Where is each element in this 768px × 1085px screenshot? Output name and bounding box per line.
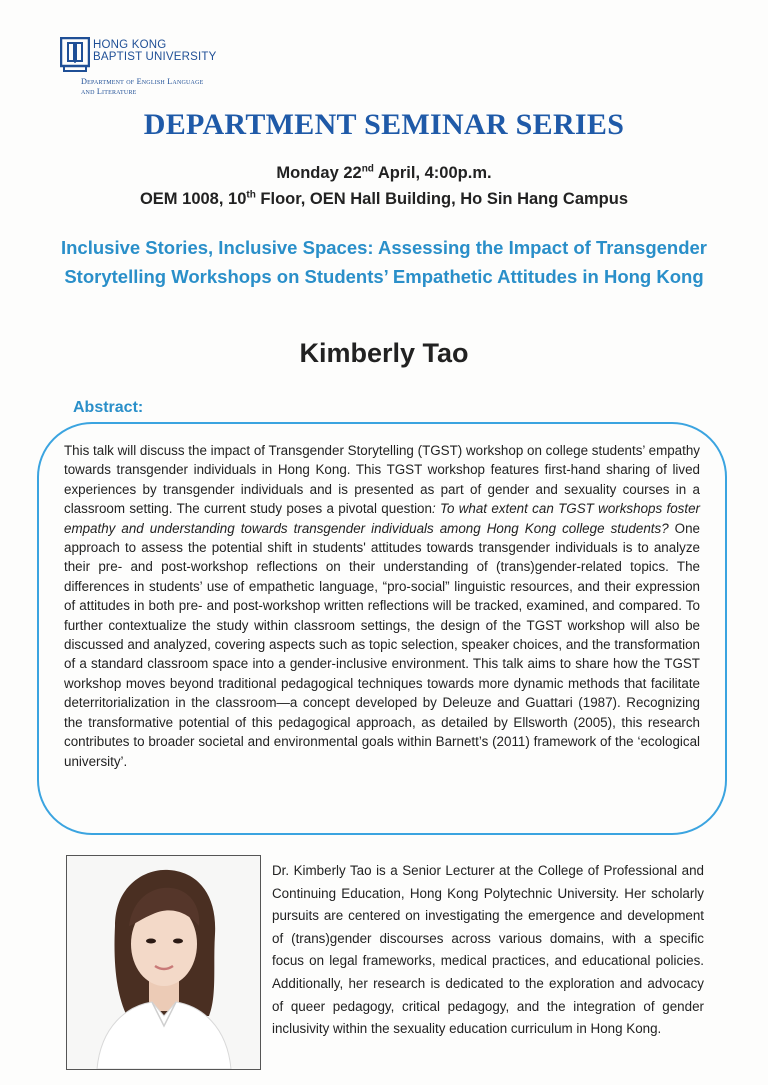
university-name-line1: HONG KONG	[93, 39, 167, 51]
event-venue-room: OEM 1008, 10	[139, 190, 247, 208]
abstract-label: Abstract:	[73, 399, 144, 416]
speaker-photo	[66, 855, 261, 1070]
event-info	[0, 160, 768, 212]
hkbu-logo-icon	[60, 37, 90, 77]
series-title: DEPARTMENT SEMINAR SERIES	[143, 108, 625, 141]
abstract-research-question: : To what extent can TGST workshops foster empathy and understanding towards transgender individuals among Hong Kong college students?	[64, 501, 700, 536]
speaker-bio: Dr. Kimberly Tao is a Senior Lecturer at the College of Professional and Continuing Education, Hong Kong Polytechnic University. Her scholarly pursuits are centered on investigating the emergence and development of (trans)gender discourses across various domains, with a specific focus on legal frameworks, medical practices, and educational policies. Additionally, her research is dedicated to the exploration and advocacy of queer pedagogy, critical pedagogy, and the integration of gender inclusivity within the sexuality education curriculum in Hong Kong.	[272, 863, 704, 1037]
department-name	[81, 77, 301, 97]
speaker-portrait-image	[67, 856, 260, 1069]
event-date-ordinal: nd	[361, 163, 374, 175]
university-name	[93, 39, 313, 63]
department-name-line1: Department of English Language	[81, 77, 204, 86]
speaker-name: Kimberly Tao	[299, 338, 469, 368]
event-venue-ordinal: th	[246, 189, 256, 201]
abstract-text-part2: One approach to assess the potential shift in students' attitudes towards transgender individuals is to analyze their pre- and post-workshop reflections on their understanding of (trans)gender-related topics. The differences in students’ use of empathetic language, “pro-social” linguistic resources, and their expression of attitudes in both pre- and post-workshop written reflections will be tracked, examined, and compared. To further contextualize the study within classroom settings, the design of the TGST workshop will also be discussed and analyzed, covering aspects such as topic selection, speaker choices, and the transformation of a standard classroom space into a gender-inclusive environment. This talk aims to share how the TGST workshop moves beyond traditional pedagogical techniques towards more dynamic methods that facilitate deterritorialization in the classroom—a concept developed by Deleuze and Guattari (1987). Recognizing the transformative potential of this pedagogical approach, as detailed by Ellsworth (2005), this research contributes to broader societal and environmental goals within Barnett’s (2011) framework of the ‘ecological university’.	[64, 520, 700, 769]
event-date-time: April, 4:00p.m.	[373, 164, 492, 182]
talk-title: Inclusive Stories, Inclusive Spaces: Assessing the Impact of Transgender Storytelling Workshops on Students’ Empathetic Attitudes in Hong Kong	[60, 237, 708, 287]
abstract-text	[64, 441, 700, 771]
department-name-line2: and Literature	[81, 87, 137, 96]
event-venue	[0, 186, 768, 212]
abstract-text-part1: This talk will discuss the impact of Transgender Storytelling (TGST) workshop on college students’ empathy towards transgender individuals in Hong Kong. This TGST workshop features first-hand sharing of lived experiences by transgender individuals and is presented as part of gender and sexuality courses in a classroom setting. The current study poses a pivotal question	[64, 443, 700, 517]
event-venue-building: Floor, OEN Hall Building, Ho Sin Hang Campus	[255, 190, 629, 208]
event-date	[0, 160, 768, 186]
event-date-main: Monday 22	[276, 164, 362, 182]
university-name-line2: BAPTIST UNIVERSITY	[93, 51, 217, 63]
